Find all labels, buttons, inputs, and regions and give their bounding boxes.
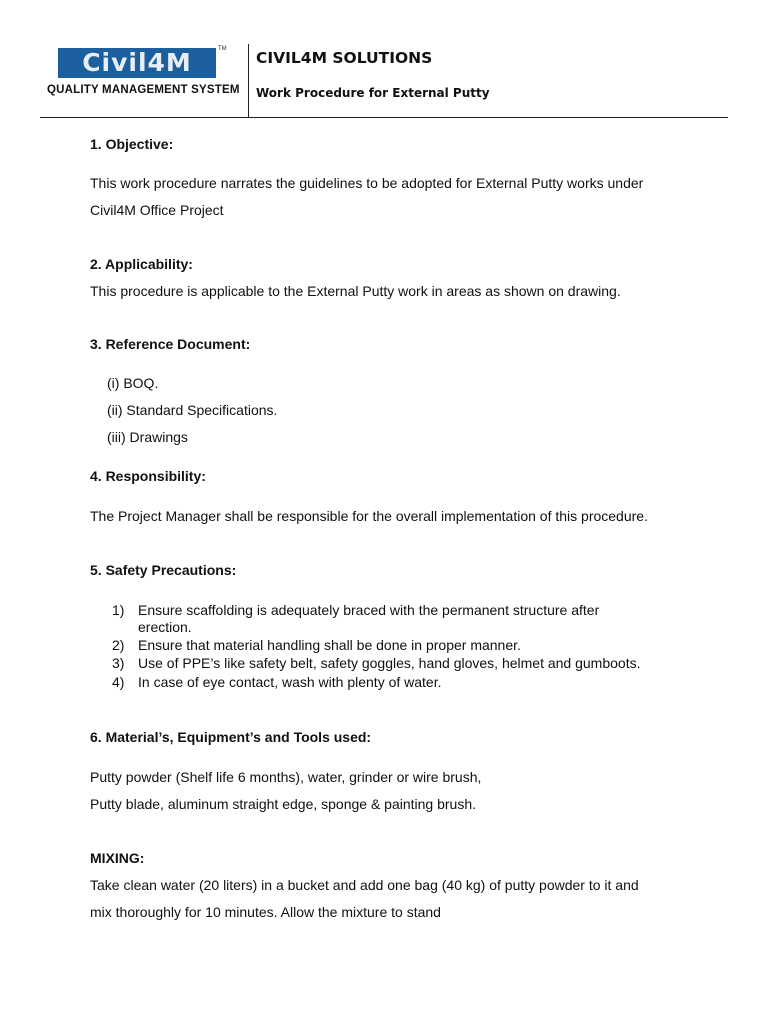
header-rule bbox=[40, 117, 728, 118]
objective-heading: 1. Objective: bbox=[90, 136, 174, 152]
mixing-text-line-1: Take clean water (20 liters) in a bucket and add one bag (40 kg) of putty powder to it and bbox=[90, 877, 639, 893]
safety-item-number: 2) bbox=[112, 637, 125, 653]
header-divider bbox=[248, 44, 249, 117]
logo-trademark: TM bbox=[218, 46, 227, 52]
company-logo bbox=[58, 48, 216, 78]
reference-item: (ii) Standard Specifications. bbox=[107, 402, 278, 418]
safety-item-text: Use of PPE’s like safety belt, safety goggles, hand gloves, helmet and gumboots. bbox=[138, 655, 641, 671]
reference-item: (i) BOQ. bbox=[107, 375, 159, 391]
system-label: QUALITY MANAGEMENT SYSTEM bbox=[47, 84, 240, 96]
safety-item-number: 1) bbox=[112, 602, 125, 618]
objective-text-line-1: This work procedure narrates the guidelines to be adopted for External Putty works under bbox=[90, 175, 644, 191]
safety-item-text: In case of eye contact, wash with plenty of water. bbox=[138, 674, 442, 690]
materials-heading: 6. Material’s, Equipment’s and Tools used: bbox=[90, 729, 372, 745]
safety-item-text: Ensure scaffolding is adequately braced with the permanent structure after bbox=[138, 602, 600, 618]
applicability-heading: 2. Applicability: bbox=[90, 256, 193, 272]
document-title: Work Procedure for External Putty bbox=[256, 86, 490, 100]
objective-text-line-2: Civil4M Office Project bbox=[90, 202, 224, 218]
safety-item-text: Ensure that material handling shall be done in proper manner. bbox=[138, 637, 521, 653]
safety-heading: 5. Safety Precautions: bbox=[90, 562, 237, 578]
applicability-text: This procedure is applicable to the External Putty work in areas as shown on drawing. bbox=[90, 283, 621, 299]
materials-text-line-2: Putty blade, aluminum straight edge, sponge & painting brush. bbox=[90, 796, 477, 812]
reference-heading: 3. Reference Document: bbox=[90, 336, 251, 352]
responsibility-text: The Project Manager shall be responsible for the overall implementation of this procedure. bbox=[90, 508, 648, 524]
safety-item-text-cont: erection. bbox=[138, 619, 192, 635]
company-name: CIVIL4M SOLUTIONS bbox=[256, 49, 433, 67]
logo-text: Civil4M bbox=[82, 48, 192, 77]
safety-item-number: 4) bbox=[112, 674, 125, 690]
reference-item: (iii) Drawings bbox=[107, 429, 188, 445]
materials-text-line-1: Putty powder (Shelf life 6 months), water, grinder or wire brush, bbox=[90, 769, 482, 785]
mixing-text-line-2: mix thoroughly for 10 minutes. Allow the mixture to stand bbox=[90, 904, 441, 920]
responsibility-heading: 4. Responsibility: bbox=[90, 468, 206, 484]
mixing-heading: MIXING: bbox=[90, 850, 145, 866]
safety-item-number: 3) bbox=[112, 655, 125, 671]
